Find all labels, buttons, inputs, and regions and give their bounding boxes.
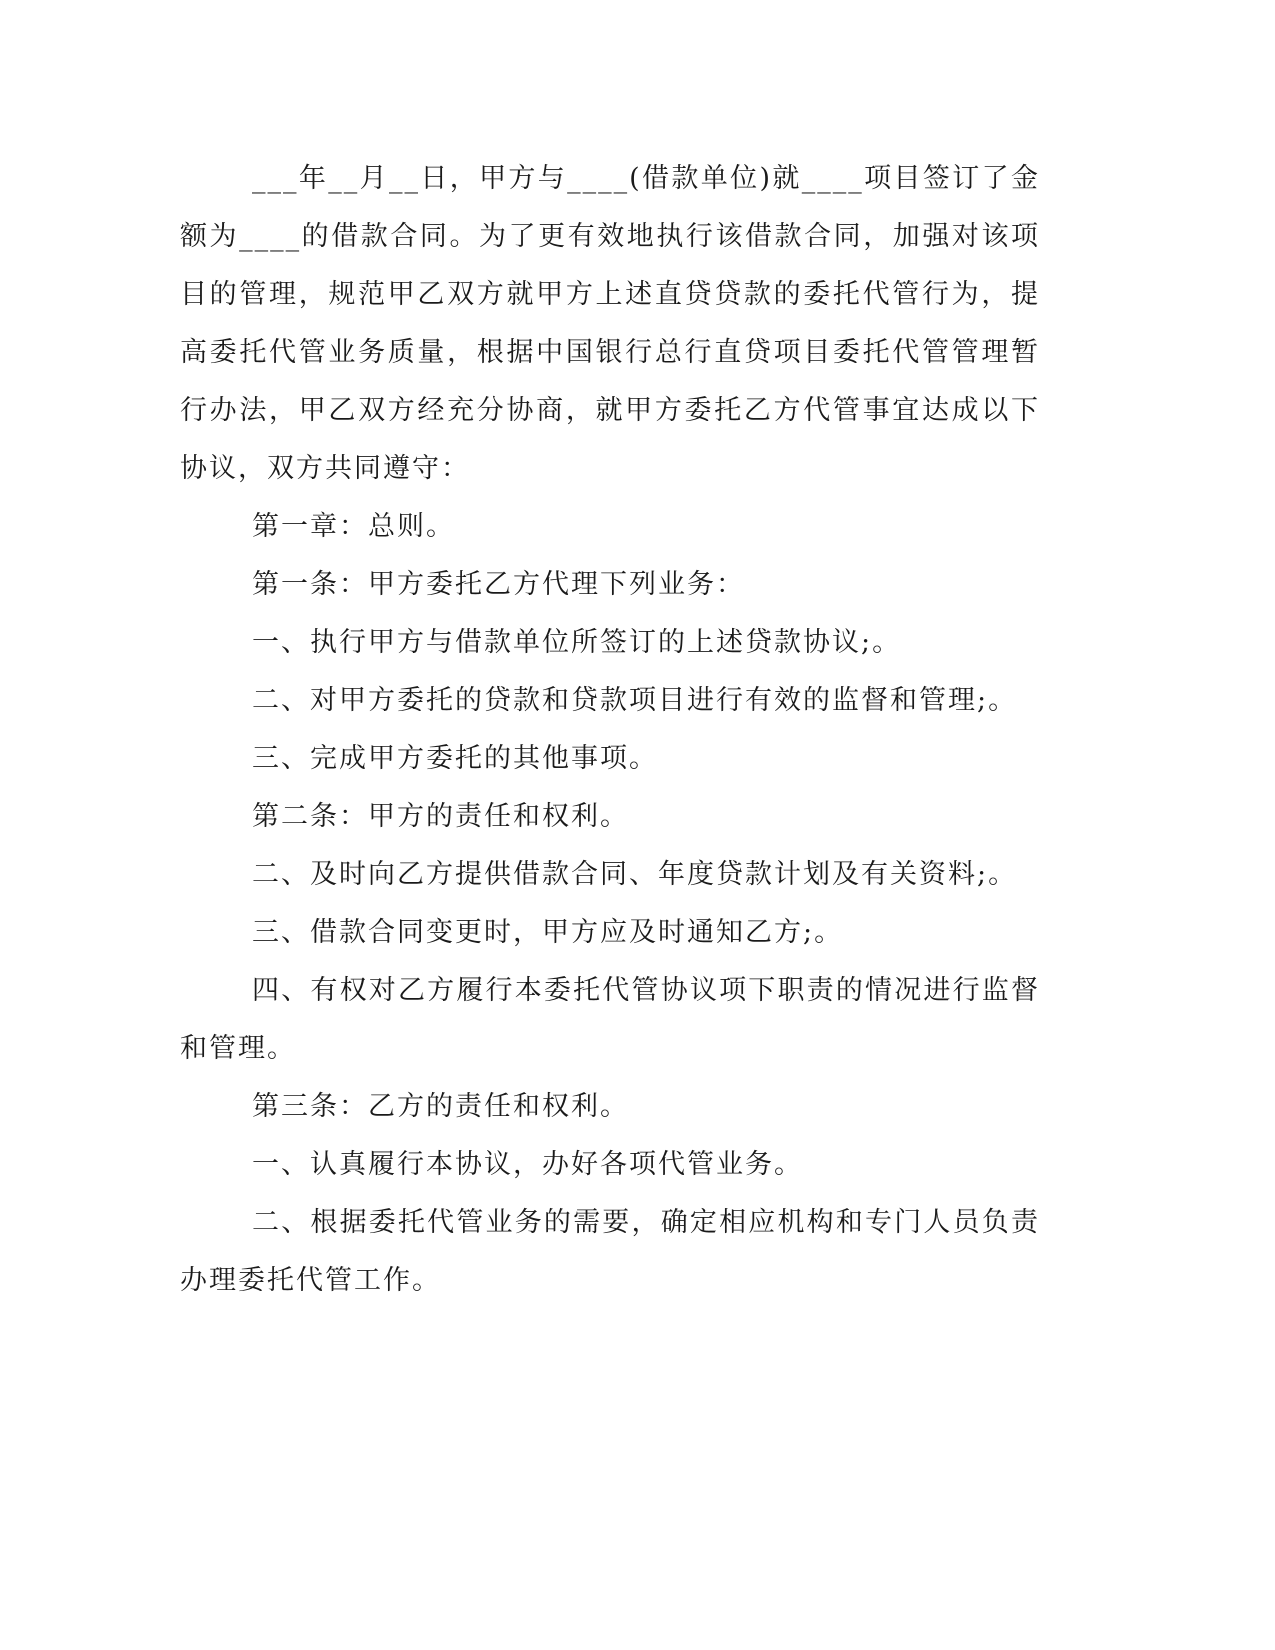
article-two-item-4: 四、有权对乙方履行本委托代管协议项下职责的情况进行监督和管理。 [180, 975, 1040, 1064]
paragraph-intro: ___年__月__日，甲方与____(借款单位)就____项目签订了金额为____的借款合同。为了更有效地执行该借款合同，加强对该项目的管理，规范甲乙双方就甲方上述直贷贷款的委托代管行为，提高委托代管业务质量，根据中国银行总行直贷项目委托代管管理暂行办法，甲乙双方经充分协商，就甲方委托乙方代管事宜达成以下协议，双方共同遵守： [180, 163, 1040, 484]
article-one-item-3: 三、完成甲方委托的其他事项。 [252, 743, 658, 774]
article-two-heading: 第二条：甲方的责任和权利。 [252, 801, 629, 832]
article-three-item-1: 一、认真履行本协议，办好各项代管业务。 [252, 1149, 803, 1180]
chapter-one-heading: 第一章：总则。 [252, 511, 455, 542]
document-body [180, 150, 1040, 1310]
article-one-item-1: 一、执行甲方与借款单位所签订的上述贷款协议;。 [252, 627, 902, 658]
article-two-item-3: 三、借款合同变更时，甲方应及时通知乙方;。 [252, 917, 844, 948]
article-one-heading: 第一条：甲方委托乙方代理下列业务： [252, 569, 745, 600]
article-three-item-2: 二、根据委托代管业务的需要，确定相应机构和专门人员负责办理委托代管工作。 [180, 1207, 1040, 1296]
article-three-heading: 第三条：乙方的责任和权利。 [252, 1091, 629, 1122]
article-two-item-2: 二、及时向乙方提供借款合同、年度贷款计划及有关资料;。 [252, 859, 1018, 890]
article-one-item-2: 二、对甲方委托的贷款和贷款项目进行有效的监督和管理;。 [252, 685, 1018, 716]
